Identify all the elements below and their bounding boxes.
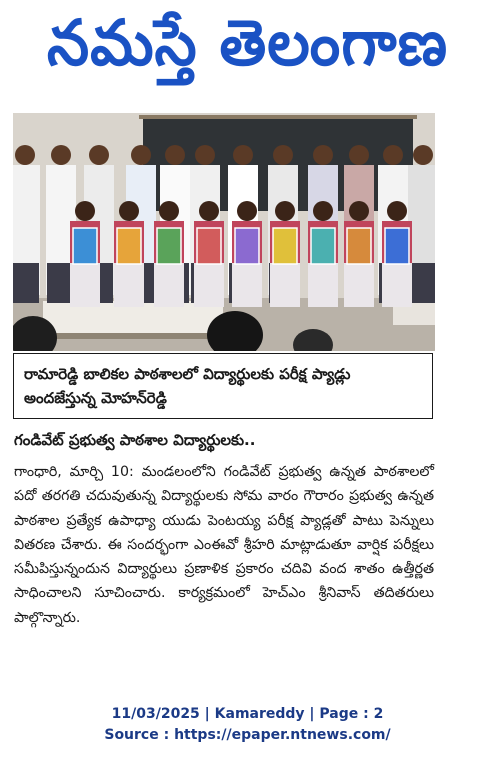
article-headline: గండివేట్ ప్రభుత్వ పాఠశాల విద్యార్థులకు.. [14,431,256,449]
photo-person-adult [408,145,435,303]
photo-person-adult [13,145,40,303]
photo-caption [13,353,433,419]
caption-line-2: అందజేస్తున్న మోహన్‌రెడ్డి [24,389,167,407]
newspaper-masthead [0,0,495,102]
caption-line-1: రామారెడ్డి బాలికల పాఠశాలలో విద్యార్థులకు పరీక్ష ప్యాడ్లు [24,365,351,383]
footer-date-line: 11/03/2025 | Kamareddy | Page : 2 [111,706,384,722]
article-body: గాంధారి, మార్చి 10: మండలంలోని గండివేట్ ప్రభుత్వ ఉన్నత పాఠశాలలో పదో తరగతి చదువుతున్న విద్యార్థులకు సోమ వారం గౌరారం ప్రభుత్వ ఉన్నత పాఠశాల ప్రత్యేక ఉపాధ్యా యుడు పెంటయ్య పరీక్ష ప్యాడ్లతో పాటు పెన్నులు వితరణ చేశారు. ఈ సందర్భంగా ఎంఈవో శ్రీహరి మాట్లాడుతూ వార్షిక పరీక్షలు సమీపిస్తున్నందున విద్యార్థులు ప్రణాళిక ప్రకారం చదివి వంద శాతం ఉత్తీర్ణత సాధించాలని సూచించారు. కార్యక్రమంలో హెచ్ఎం శ్రీనివాస్ తదితరులు పాల్గొన్నారు. [14,464,434,626]
news-photo [13,113,435,351]
masthead-title: నమస్తే తెలంగాణ [46,6,449,81]
footer-source-line: Source : https://epaper.ntnews.com/ [104,727,391,743]
page-footer [0,704,495,746]
